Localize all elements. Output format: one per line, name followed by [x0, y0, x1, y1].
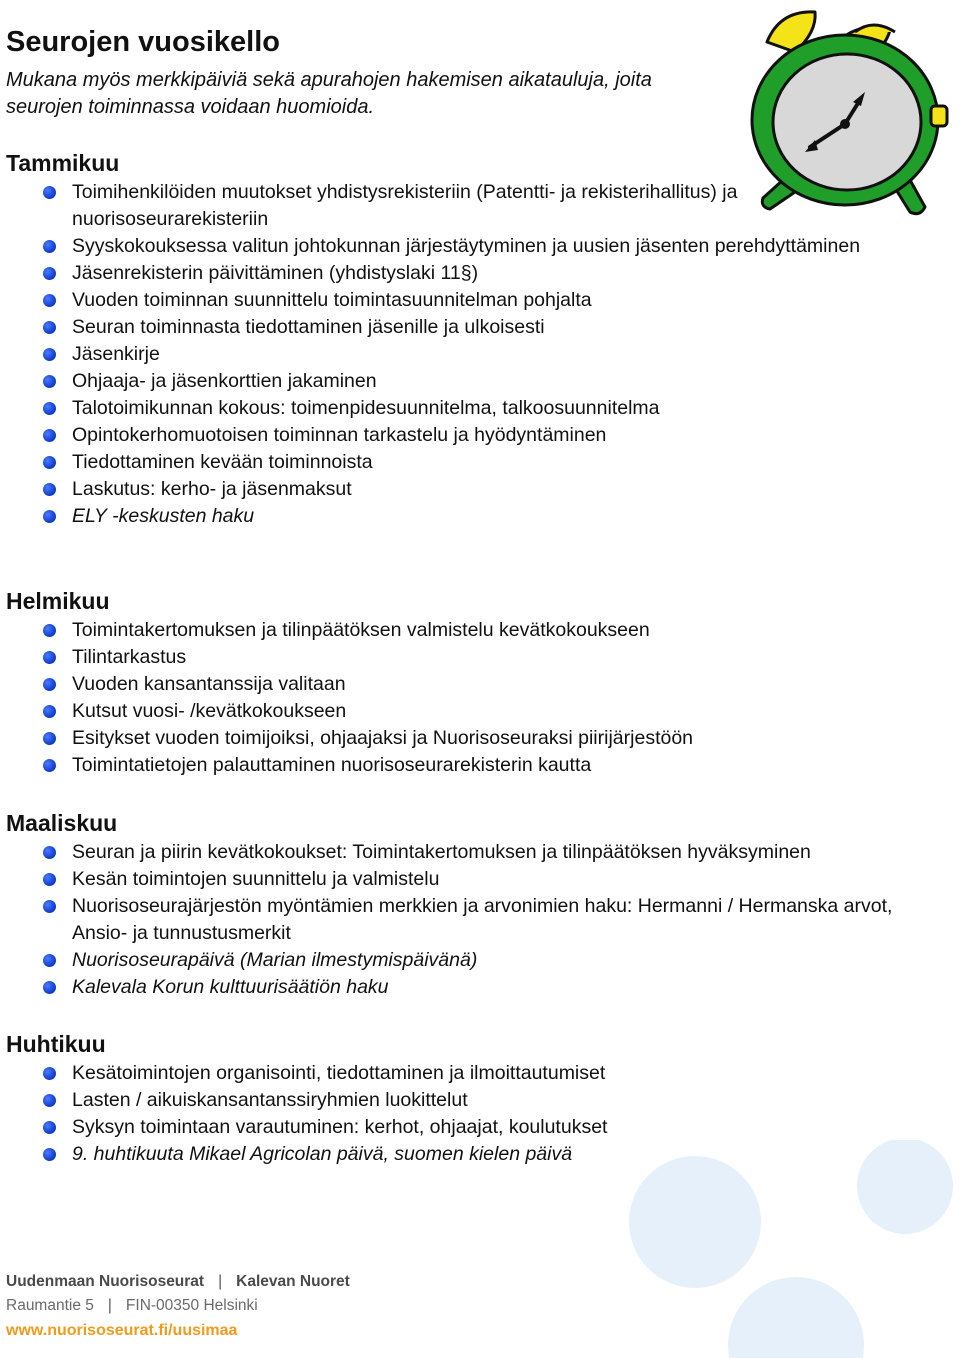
list-item: [6, 893, 906, 947]
bullet-icon: [43, 1148, 56, 1161]
bullet-icon: [43, 873, 56, 886]
section-heading: Huhtikuu: [6, 1031, 106, 1057]
item-text: ELY -keskusten haku: [72, 505, 255, 527]
item-text: Kesän toimintojen suunnittelu ja valmistelu: [72, 868, 440, 890]
item-text: Kalevala Korun kulttuurisäätiön haku: [72, 976, 389, 998]
intro-text: Mukana myös merkkipäiviä sekä apurahojen hakemisen aikatauluja, joita seurojen toiminnassa voidaan huomioida.: [6, 69, 652, 118]
item-text: Talotoimikunnan kokous: toimenpidesuunnitelma, talkoosuunnitelma: [72, 397, 660, 419]
org-name-secondary: Kalevan Nuoret: [236, 1273, 350, 1290]
item-text: 9. huhtikuuta Mikael Agricolan päivä, suomen kielen päivä: [72, 1143, 573, 1165]
item-text: Kesätoimintojen organisointi, tiedottaminen ja ilmoittautumiset: [72, 1062, 606, 1084]
bullet-icon: [43, 294, 56, 307]
section-maaliskuu: [6, 808, 906, 1001]
list-item: [6, 1060, 906, 1087]
item-list: [6, 617, 906, 779]
bullet-icon: [43, 1094, 56, 1107]
bullet-icon: [43, 624, 56, 637]
list-item: [6, 449, 906, 476]
list-item: [6, 725, 906, 752]
list-item: [6, 671, 906, 698]
list-item: [6, 1114, 906, 1141]
bullet-icon: [43, 321, 56, 334]
bullet-icon: [43, 348, 56, 361]
postal-address: FIN-00350 Helsinki: [125, 1297, 258, 1314]
list-item: [6, 644, 906, 671]
footer-address-line: [6, 1294, 406, 1318]
bullet-icon: [43, 678, 56, 691]
list-item: [6, 503, 906, 530]
item-text: Toimintakertomuksen ja tilinpäätöksen valmistelu kevätkokoukseen: [72, 619, 650, 641]
list-item: [6, 395, 906, 422]
list-item: [6, 752, 906, 779]
list-item: [6, 287, 906, 314]
bullet-icon: [43, 732, 56, 745]
section-heading: Helmikuu: [6, 588, 110, 614]
item-text: Tilintarkastus: [72, 646, 187, 668]
bullet-icon: [43, 981, 56, 994]
item-text: Seuran toiminnasta tiedottaminen jäsenille ja ulkoisesti: [72, 316, 545, 338]
bullet-icon: [43, 759, 56, 772]
bullet-icon: [43, 429, 56, 442]
street-address: Raumantie 5: [6, 1297, 94, 1314]
item-text: Ohjaaja- ja jäsenkorttien jakaminen: [72, 370, 377, 392]
website-link[interactable]: www.nuorisoseurat.fi/uusimaa: [6, 1322, 238, 1339]
bullet-icon: [43, 510, 56, 523]
list-item: [6, 476, 906, 503]
section-helmikuu: [6, 586, 906, 779]
item-list: [6, 179, 906, 530]
item-text: Kutsut vuosi- /kevätkokoukseen: [72, 700, 347, 722]
bullet-icon: [43, 900, 56, 913]
item-list: [6, 839, 906, 1001]
list-item: [6, 368, 906, 395]
list-item: [6, 698, 906, 725]
item-text: Jäsenrekisterin päivittäminen (yhdistyslaki 11§): [72, 262, 479, 284]
bullet-icon: [43, 846, 56, 859]
page-title: Seurojen vuosikello: [6, 26, 280, 58]
item-text: Seuran ja piirin kevätkokoukset: Toimintakertomuksen ja tilinpäätöksen hyväksyminen: [72, 841, 811, 863]
bullet-icon: [43, 240, 56, 253]
list-item: [6, 260, 906, 287]
item-text: Nuorisoseurapäivä (Marian ilmestymispäivänä): [72, 949, 478, 971]
bullet-icon: [43, 375, 56, 388]
item-text: Vuoden toiminnan suunnittelu toimintasuunnitelman pohjalta: [72, 289, 592, 311]
list-item: [6, 233, 906, 260]
section-heading: Tammikuu: [6, 150, 120, 176]
bullet-icon: [43, 651, 56, 664]
item-text: Lasten / aikuiskansantanssiryhmien luokittelut: [72, 1089, 468, 1111]
item-text: Toimihenkilöiden muutokset yhdistysrekisteriin (Patentti- ja rekisterihallitus) ja nuorisoseurarekisteriin: [72, 181, 738, 230]
bullet-icon: [43, 456, 56, 469]
bullet-icon: [43, 954, 56, 967]
list-item: [6, 866, 906, 893]
item-text: Esitykset vuoden toimijoiksi, ohjaajaksi ja Nuorisoseuraksi piirijärjestöön: [72, 727, 694, 749]
item-text: Opintokerhomuotoisen toiminnan tarkastelu ja hyödyntäminen: [72, 424, 607, 446]
list-item: [6, 179, 906, 233]
list-item: [6, 839, 906, 866]
item-text: Toimintatietojen palauttaminen nuorisoseurarekisterin kautta: [72, 754, 592, 776]
item-text: Laskutus: kerho- ja jäsenmaksut: [72, 478, 352, 500]
item-text: Jäsenkirje: [72, 343, 160, 365]
footer-org-line: [6, 1270, 406, 1294]
separator: |: [218, 1273, 223, 1290]
list-item: [6, 1087, 906, 1114]
list-item: [6, 617, 906, 644]
bullet-icon: [43, 705, 56, 718]
section-heading: Maaliskuu: [6, 810, 118, 836]
bullet-icon: [43, 483, 56, 496]
list-item: [6, 947, 906, 974]
item-text: Vuoden kansantanssija valitaan: [72, 673, 346, 695]
item-text: Tiedottaminen kevään toiminnoista: [72, 451, 373, 473]
item-text: Nuorisoseurajärjestön myöntämien merkkien ja arvonimien haku: Hermanni / Hermanska arvot, Ansio- ja tunnustusmerkit: [72, 895, 893, 944]
item-text: Syksyn toimintaan varautuminen: kerhot, ohjaajat, koulutukset: [72, 1116, 608, 1138]
footer: [6, 1270, 406, 1344]
org-name: Uudenmaan Nuorisoseurat: [6, 1273, 205, 1290]
bullet-icon: [43, 267, 56, 280]
list-item: [6, 341, 906, 368]
decorative-circles: [600, 1140, 960, 1358]
bullet-icon: [43, 186, 56, 199]
bullet-icon: [43, 1067, 56, 1080]
item-text: Syyskokouksessa valitun johtokunnan järjestäytyminen ja uusien jäsenten perehdyttäminen: [72, 235, 861, 257]
list-item: [6, 422, 906, 449]
separator: |: [107, 1297, 112, 1314]
bullet-icon: [43, 402, 56, 415]
list-item: [6, 314, 906, 341]
section-tammikuu: [6, 148, 906, 530]
bullet-icon: [43, 1121, 56, 1134]
list-item: [6, 974, 906, 1001]
